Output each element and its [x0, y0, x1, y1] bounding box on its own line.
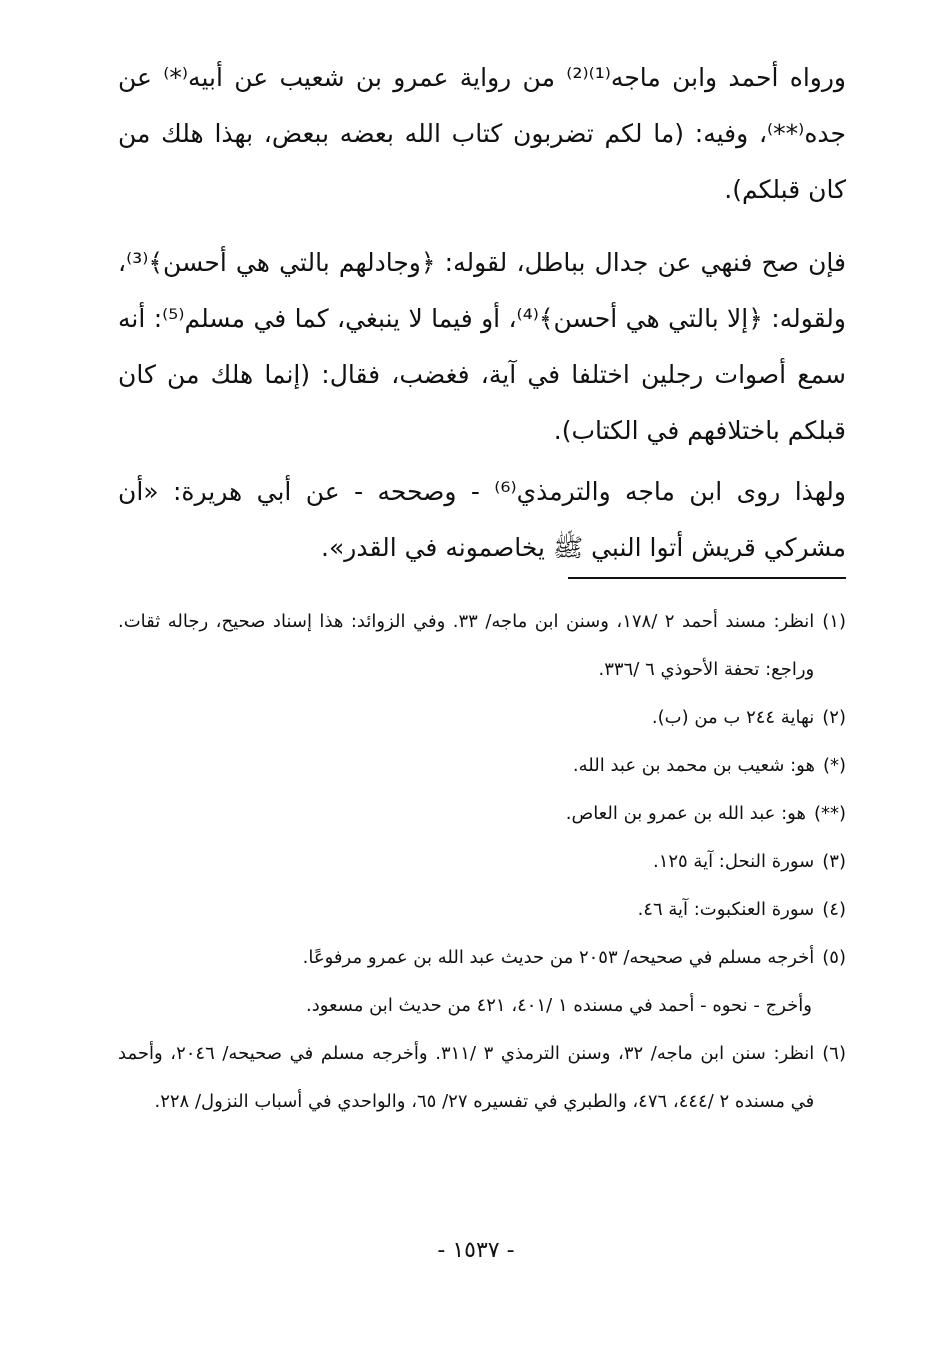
- footnote-5: [118, 934, 846, 982]
- footnote-star: [118, 742, 846, 790]
- footnote-text: أخرجه مسلم في صحيحه/ ٢٠٥٣ من حديث عبد الله بن عمرو مرفوعًا.: [302, 947, 815, 968]
- body-paragraph-1: ورواه أحمد وابن ماجه⁽¹⁾⁽²⁾ من رواية عمرو بن شعيب عن أبيه⁽*⁾ عن جده⁽**⁾، وفيه: (ما لكم تضربون كتاب الله بعضه ببعض، بهذا هلك من كان قبلكم).: [118, 63, 846, 204]
- footnote-text: سورة النحل: آية ١٢٥.: [652, 851, 815, 872]
- footnote-marker: (١): [822, 611, 846, 632]
- footnote-text: هو: عبد الله بن عمرو بن العاص.: [565, 803, 806, 824]
- footnote-marker: (٤): [822, 899, 846, 920]
- footnote-text: وأخرج - نحوه - أحمد في مسنده ١ /٤٠١، ٤٢١ من حديث ابن مسعود.: [305, 995, 812, 1016]
- footnote-double-star: [118, 790, 846, 838]
- footnote-marker: (٢): [822, 707, 846, 728]
- footnote-marker: (٦): [822, 1043, 846, 1064]
- footnote-text: انظر: سنن ابن ماجه/ ٣٢، وسنن الترمذي ٣ /٣١١. وأخرجه مسلم في صحيحه/ ٢٠٤٦، وأحمد في مسنده ٢ /٤٤٤، ٤٧٦، والطبري في تفسيره ٢٧/ ٦٥، والواحدي في أسباب النزول/ ٢٢٨.: [118, 1043, 815, 1112]
- footnote-text: هو: شعيب بن محمد بن عبد الله.: [572, 755, 815, 776]
- footnote-1: [118, 598, 846, 694]
- footnote-3: [118, 838, 846, 886]
- footnote-text: نهاية ٢٤٤ ب من (ب).: [651, 707, 815, 728]
- body-paragraph-3: ولهذا روى ابن ماجه والترمذي⁽⁶⁾ - وصححه - عن أبي هريرة: «أن مشركي قريش أتوا النبي ﷺ يخاصمونه في القدر».: [118, 477, 846, 562]
- footnote-marker: (*): [822, 755, 846, 776]
- footnote-4: [118, 886, 846, 934]
- footnote-6: [118, 1030, 846, 1126]
- footnote-2: [118, 694, 846, 742]
- footnote-marker: (**): [813, 803, 846, 824]
- footnote-marker: (٥): [822, 947, 846, 968]
- footnote-5-continuation: [118, 982, 846, 1030]
- body-paragraph-2: فإن صح فنهي عن جدال بباطل، لقوله: ﴿وجادلهم بالتي هي أحسن﴾⁽³⁾، ولقوله: ﴿إلا بالتي هي أحسن﴾⁽⁴⁾، أو فيما لا ينبغي، كما في مسلم⁽⁵⁾: أنه سمع أصوات رجلين اختلفا في آية، فغضب، فقال: (إنما هلك من كان قبلكم باختلافهم في الكتاب).: [118, 248, 847, 445]
- footnote-text: سورة العنكبوت: آية ٤٦.: [637, 899, 815, 920]
- page-number: - ١٥٣٧ -: [437, 1238, 515, 1263]
- footnote-separator: [568, 577, 846, 579]
- footnote-marker: (٣): [822, 851, 846, 872]
- footnote-text: انظر: مسند أحمد ٢ /١٧٨، وسنن ابن ماجه/ ٣٣. وفي الزوائد: هذا إسناد صحيح، رجاله ثقات. وراجع: تحفة الأحوذي ٦ /٣٣٦.: [118, 611, 815, 680]
- footnotes-list: [118, 598, 846, 1126]
